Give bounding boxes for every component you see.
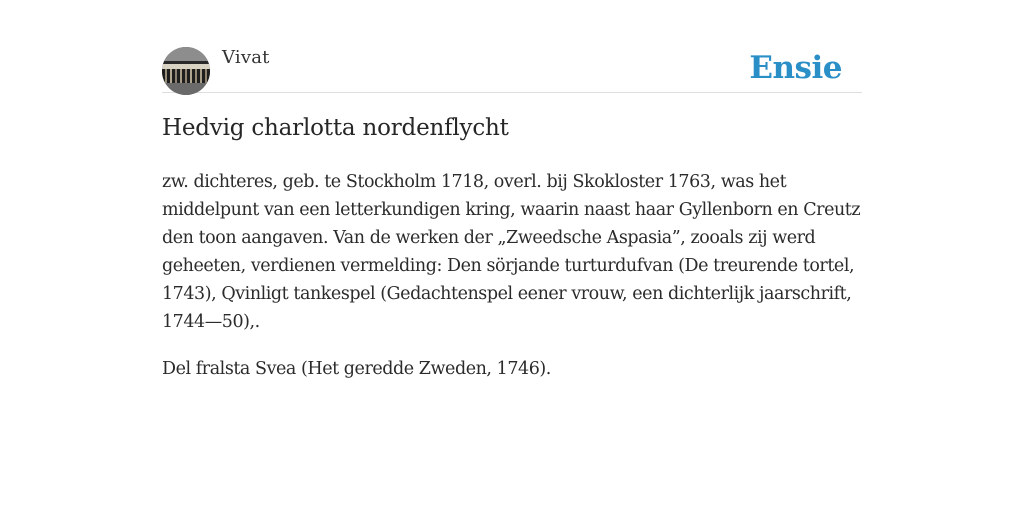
avatar[interactable] — [162, 47, 210, 95]
article-paragraph: Del fralsta Svea (Het geredde Zweden, 1746). — [162, 359, 551, 379]
article-title: Hedvig charlotta nordenflycht — [162, 115, 509, 141]
brand-logo[interactable]: Ensie — [749, 50, 842, 86]
article-paragraph: zw. dichteres, geb. te Stockholm 1718, overl. bij Skokloster 1763, was het middelpunt van een letterkundigen kring, waarin naast haar Gyllenborn en Creutz den toon aangaven. Van de werken der „Zweedsche Aspasia”, zooals zij werd geheeten, verdienen vermelding: Den sörjande turturdufvan (De treurende tortel, 1743), Qvinligt tankespel (Gedachtenspel eener vrouw, een dichterlijk jaarschrift, 1744—50),. — [162, 172, 861, 332]
article-body — [162, 168, 862, 402]
source-name[interactable]: Vivat — [222, 47, 270, 68]
book-spines-icon — [162, 47, 210, 95]
header — [162, 46, 862, 93]
